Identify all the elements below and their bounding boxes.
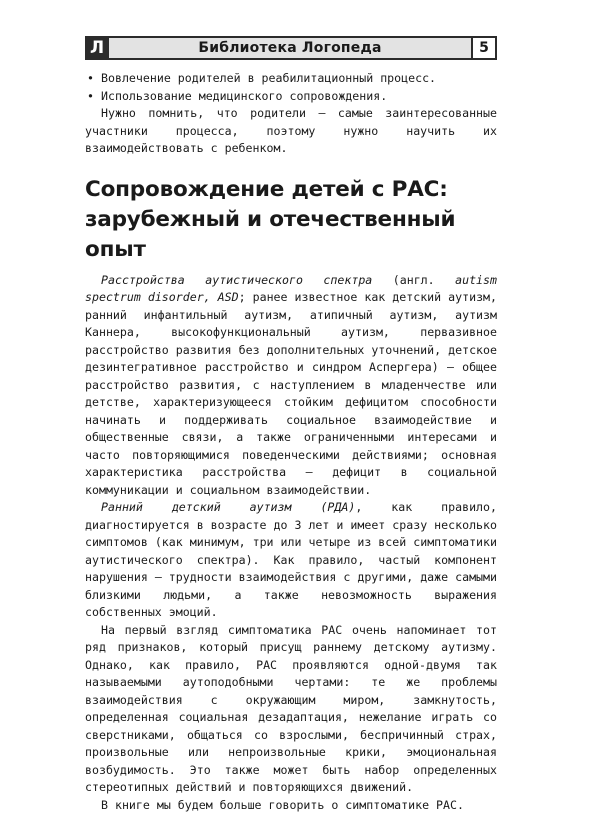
term-asd: Расстройства аутистического спектра [101,273,372,287]
page-number: 5 [471,38,495,58]
section-heading-line2: зарубежный и отечественный опыт [85,205,497,265]
term-early-autism: Ранний детский аутизм (РДА) [101,500,355,514]
bullet-list [85,70,497,105]
paragraph-closing: В книге мы будем больше говорить о симптоматике РАС. [85,797,497,814]
text-fragment: (англ. [372,273,455,287]
paragraph-asd-definition [85,272,497,500]
paragraph-early-autism [85,499,497,622]
page-body [85,70,497,814]
paragraph-symptoms: На первый взгляд симптоматика РАС очень напоминает тот ряд признаков, который присущ раннему детскому аутизму. Однако, как правило, РАС проявляются одной-двумя так называемыми аутоподобными чертами: те же проблемы взаимодействия с окружающим миром, замкнутость, определенная социальная дезадаптация, нежелание играть со сверстниками, общаться со взрослыми, беспричинный страх, произвольные или непроизвольные крики, эмоциональная возбудимость. Это также может быть набор определенных стереотипных действий и повторяющихся движений. [85,622,497,797]
text-fragment: ; ранее известное как детский аутизм, ранний инфантильный аутизм, атипичный аутизм, аутизм Каннера, высокофункциональный аутизм, первазивное расстройство развития без дополнительных уточнений, детское дезинтегративное расстройство и синдром Аспергера) — общее расстройство развития, с наступлением в младенчестве или детстве, характеризующееся стойким дефицитом способности начинать и поддерживать социальное взаимодействие и общественные связи, а также ограниченными интересами и часто повторяющимися поведенческими действиями; основная характеристика расстройства — дефицит в социальной коммуникации и социальном взаимодействии. [85,290,497,497]
term-asd-english: autism spectrum disorder, ASD [85,273,497,305]
section-heading [85,175,497,265]
list-item: • Вовлечение родителей в реабилитационный процесс. [85,70,497,88]
intro-paragraph: Нужно помнить, что родители — самые заинтересованные участники процесса, поэтому нужно научить их взаимодействовать с ребенком. [85,105,497,158]
list-item: • Использование медицинского сопровождения. [85,88,497,106]
logo-icon: Л [85,36,109,60]
section-heading-line1: Сопровождение детей с РАС: [85,175,497,205]
text-fragment: , как правило, диагностируется в возрасте до 3 лет и имеет сразу несколько симптомов (как минимум, три или четыре из всей симптоматики аутистического спектра). Как правило, частый компонент нарушения — трудности взаимодействия с другими, даже самыми близкими людьми, а также невозможность выражения собственных эмоций. [85,500,497,619]
running-header [85,36,497,60]
header-title: Библиотека Логопеда [109,40,471,56]
